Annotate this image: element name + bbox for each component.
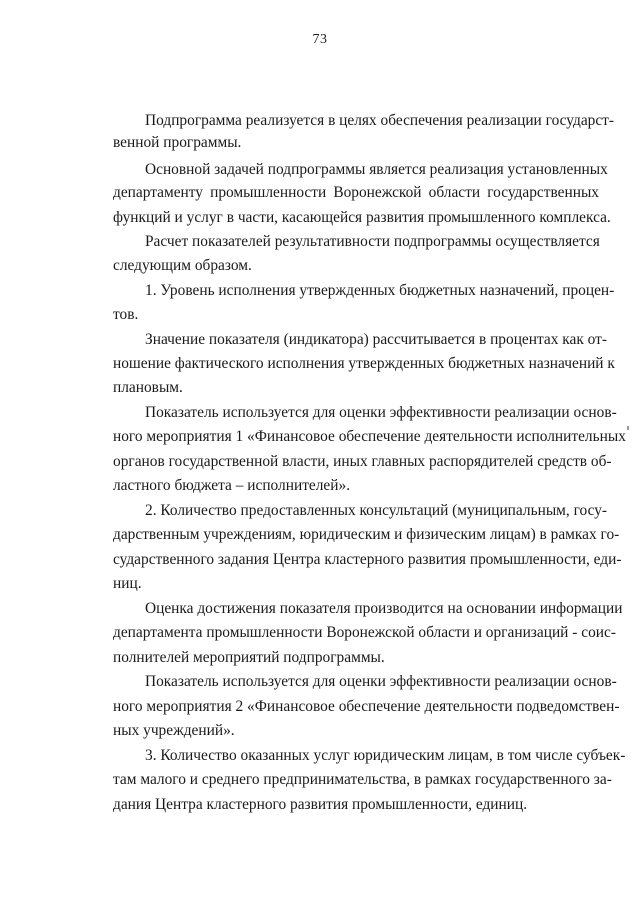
text-line: дания Центра кластерного развития промышленности, единиц. <box>113 796 528 813</box>
text-line: функций и услуг в части, касающейся развития промышленного комплекса. <box>113 209 611 226</box>
text-line: 2. Количество предоставленных консультаций (муниципальным, госу- <box>145 502 608 519</box>
text-line: Основной задачей подпрограммы является реализация установленных <box>145 161 608 178</box>
text-line: Показатель используется для оценки эффективности реализации основ- <box>145 404 617 421</box>
text-line: ного мероприятия 2 «Финансовое обеспечение деятельности подведомствен- <box>113 698 620 715</box>
text-line: департамента промышленности Воронежской области и организаций - соис- <box>113 624 616 641</box>
text-line: дарственным учреждениям, юридическим и физическим лицам) в рамках го- <box>113 526 620 543</box>
text-line: Значение показателя (индикатора) рассчитывается в процентах как от- <box>145 331 608 348</box>
text-line: органов государственной власти, иных главных распорядителей средств об- <box>113 453 612 470</box>
text-line: ных учреждений». <box>113 722 235 739</box>
text-line: плановым. <box>113 379 183 396</box>
text-line: ного мероприятия 1 «Финансовое обеспечение деятельности исполнительных <box>113 428 626 445</box>
text-line: ниц. <box>113 575 142 592</box>
text-line: следующим образом. <box>113 257 252 274</box>
text-line: Показатель используется для оценки эффективности реализации основ- <box>145 673 617 690</box>
text-line: Оценка достижения показателя производится на основании информации <box>145 600 623 617</box>
text-line: 3. Количество оказанных услуг юридическим лицам, в том числе субъек- <box>145 747 626 764</box>
scan-mark <box>627 426 629 430</box>
text-line: там малого и среднего предпринимательства, в рамках государственного за- <box>113 771 612 788</box>
text-line: ношение фактического исполнения утвержденных бюджетных назначений к <box>113 355 615 372</box>
text-line: департаменту промышленности Воронежской области государственных <box>113 184 599 201</box>
text-line: венной программы. <box>113 134 242 151</box>
page-number: 73 <box>312 32 328 47</box>
text-line: полнителей мероприятий подпрограммы. <box>113 649 385 666</box>
text-line: ластного бюджета – исполнителей». <box>113 477 351 494</box>
text-line: Подпрограмма реализуется в целях обеспечения реализации государст- <box>145 112 615 129</box>
text-line: 1. Уровень исполнения утвержденных бюджетных назначений, процен- <box>145 282 615 299</box>
text-line: тов. <box>113 306 139 323</box>
text-line: Расчет показателей результативности подпрограммы осуществляется <box>145 233 600 250</box>
text-line: сударственного задания Центра кластерного развития промышленности, еди- <box>113 551 622 568</box>
